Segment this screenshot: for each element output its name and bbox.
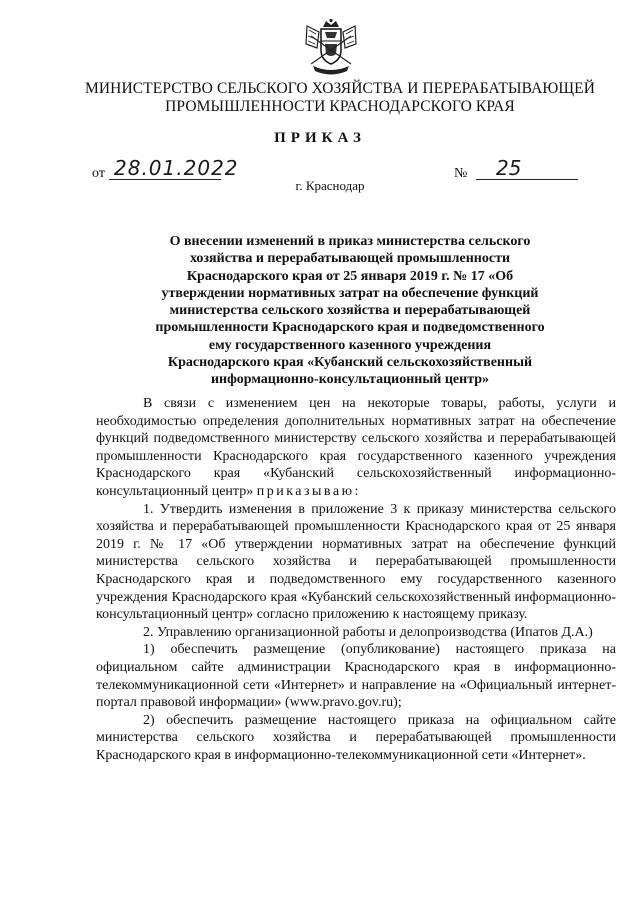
ministry-name <box>60 80 620 116</box>
clause-1: 1. Утвердить изменения в приложение 3 к приказу министерства сельского хозяйства и перерабатывающей промышленности Краснодарского края от 25 января 2019 г. № 17 «Об утверждении нормативных затрат на обеспечение функций министерства сельского хозяйства и перерабатывающей промышленности Краснодарского края и подведомственного ему государственного казенного учреждения Краснодарского края «Кубанский сельскохозяйственный информационно-консультационный центр» согласно приложению к настоящему приказу. <box>96 501 616 623</box>
subject-line: О внесении изменений в приказ министерства сельского <box>169 234 531 249</box>
subject-line: утверждении нормативных затрат на обеспечение функций <box>161 285 539 301</box>
order-title: ПРИКАЗ <box>274 130 366 146</box>
preamble-paragraph <box>96 395 616 501</box>
subject-line: министерства сельского хозяйства и перерабатывающей <box>169 303 531 319</box>
order-date: 28.01.2022 <box>114 156 239 180</box>
order-body <box>96 395 616 764</box>
clause-2-1: 1) обеспечить размещение (опубликование) настоящего приказа на официальном сайте администрации Краснодарского края в информационно-телекоммуникационной сети «Интернет» и направление на «Официальный интернет-портал правовой информации» (www.pravo.gov.ru); <box>96 642 616 711</box>
number-prefix: № <box>454 166 468 181</box>
coat-of-arms-emblem <box>303 18 359 76</box>
subject-line: Краснодарского края от 25 января 2019 г. № 17 «Об <box>186 268 514 284</box>
clause-2-2: 2) обеспечить размещение настоящего приказа на официальном сайте министерства сельского хозяйства и перерабатывающей промышленности Краснодарского края в информационно-телекоммуникационной сети «Интернет». <box>96 712 616 763</box>
directive-word: приказываю: <box>256 483 361 499</box>
date-prefix: от <box>92 166 105 181</box>
subject-line: Краснодарского края «Кубанский сельскохозяйственный <box>167 355 533 371</box>
subject-line: ему государственного казенного учреждения <box>208 337 492 353</box>
subject-line: хозяйства и перерабатывающей промышленности <box>189 251 511 267</box>
ministry-name-line-1: МИНИСТЕРСТВО СЕЛЬСКОГО ХОЗЯЙСТВА И ПЕРЕРАБАТЫВАЮЩЕЙ <box>84 80 595 97</box>
preamble-text: В связи с изменением цен на некоторые товары, работы, услуги и необходимостью определения дополнительных нормативных затрат на обеспечение функций подведомственного министерству сельского хозяйства и перерабатывающей промышленности Краснодарского края государственного казенного учреждения Краснодарского края «Кубанский сельскохозяйственный информационно-консультационный центр» <box>96 396 616 499</box>
subject-line: промышленности Краснодарского края и подведомственного <box>155 320 545 336</box>
order-subject <box>130 233 570 389</box>
order-number: 25 <box>496 156 522 180</box>
ministry-name-line-2: ПРОМЫШЛЕННОСТИ КРАСНОДАРСКОГО КРАЯ <box>165 98 515 115</box>
clause-2: 2. Управлению организационной работы и делопроизводства (Ипатов Д.А.) <box>143 624 593 640</box>
order-city: г. Краснодар <box>295 178 365 193</box>
subject-line: информационно-консультационный центр» <box>210 372 490 388</box>
